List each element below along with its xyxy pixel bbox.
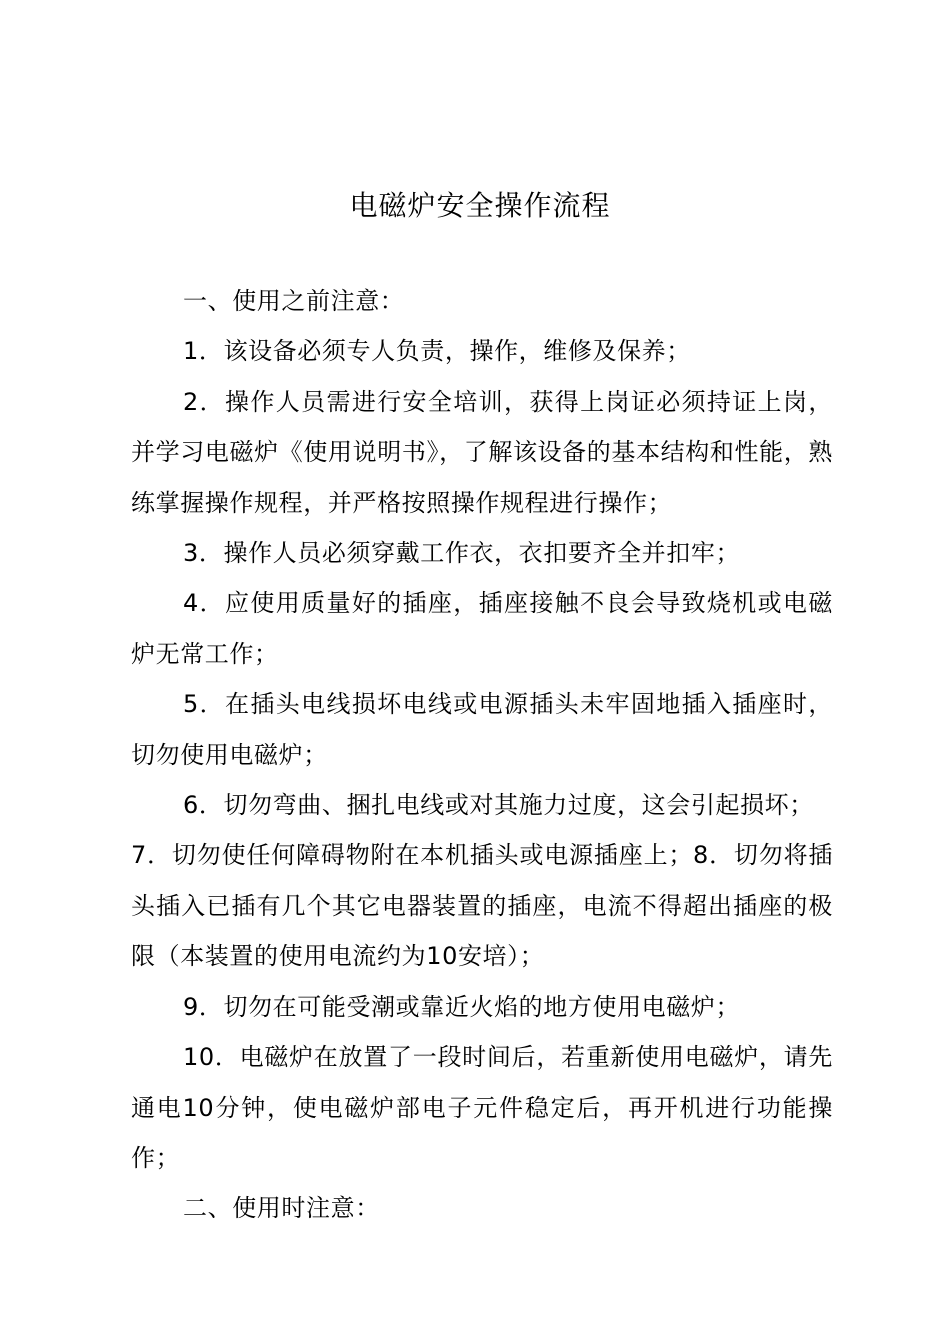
document-body	[131, 276, 833, 1234]
section-heading-before-use: 一、使用之前注意：	[183, 287, 405, 315]
paragraph-item-1: 1．该设备必须专人负责，操作，维修及保养；	[183, 337, 691, 366]
paragraph-item-7-8: 7．切勿使任何障碍物附在本机插头或电源插座上；8．切勿将插头插入已插有几个其它电器装置的插座，电流不得超出插座的极限（本装置的使用电流约为10安培）；	[131, 841, 833, 971]
paragraph-item-5: 5．在插头电线损坏电线或电源插头未牢固地插入插座时，切勿使用电磁炉；	[131, 690, 833, 769]
document-title: 电磁炉安全操作流程	[349, 189, 611, 222]
paragraph-item-10: 10．电磁炉在放置了一段时间后，若重新使用电磁炉，请先通电10分钟，使电磁炉部电子元件稳定后，再开机进行功能操作；	[131, 1043, 833, 1172]
paragraph-item-2: 2．操作人员需进行安全培训，获得上岗证必须持证上岗，并学习电磁炉《使用说明书》，了解该设备的基本结构和性能，熟练掌握操作规程，并严格按照操作规程进行操作；	[131, 387, 833, 517]
paragraph-item-6: 6．切勿弯曲、捆扎电线或对其施力过度，这会引起损坏；	[183, 791, 814, 820]
paragraph-item-4: 4．应使用质量好的插座，插座接触不良会导致烧机或电磁炉无常工作；	[131, 589, 833, 668]
paragraph-item-3: 3．操作人员必须穿戴工作衣，衣扣要齐全并扣牢；	[183, 539, 741, 568]
section-heading-during-use: 二、使用时注意：	[183, 1194, 380, 1223]
paragraph-item-9: 9．切勿在可能受潮或靠近火焰的地方使用电磁炉；	[183, 992, 741, 1021]
